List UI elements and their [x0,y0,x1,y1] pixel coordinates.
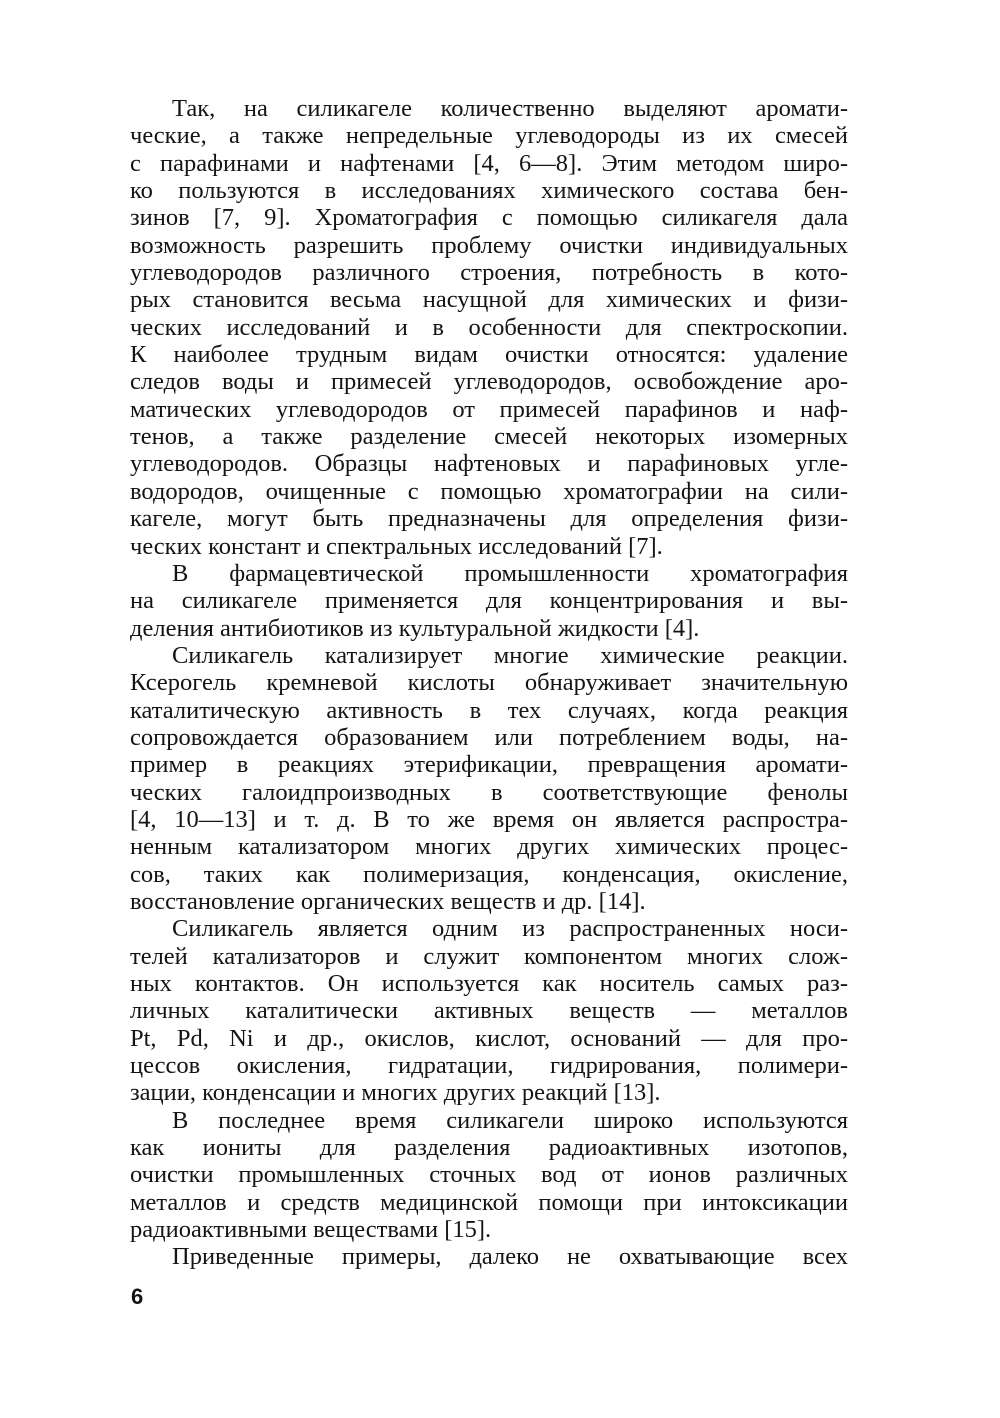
text-line: с парафинами и нафтенами [4, 6—8]. Этим методом широ- [130,149,848,177]
text-line: В фармацевтической промышленности хроматография [172,559,848,587]
text-line: зинов [7, 9]. Хроматография с помощью силикагеля дала [130,204,848,232]
text-line: Приведенные примеры, далеко не охватывающие всех [172,1243,848,1271]
text-line: рых становится весьма насущной для химических и физи- [130,286,848,314]
text-line: ных контактов. Он используется как носитель самых раз- [130,970,848,997]
text-line: очистки промышленных сточных вод от ионов различных [130,1161,848,1189]
text-line: В последнее время силикагели широко используются [172,1106,848,1134]
page-number: 6 [131,1284,144,1309]
text-line: К наиболее трудным видам очистки относятся: удаление [130,341,848,369]
text-line: каталитическую активность в тех случаях, когда реакция [130,696,848,724]
text-line: водородов, очищенные с помощью хроматографии на сили- [130,477,848,505]
text-line: деления антибиотиков из культуральной жидкости [4]. [130,614,700,642]
body-text [130,95,848,1271]
text-line: возможность разрешить проблему очистки индивидуальных [130,231,848,259]
text-line: тенов, а также разделение смесей некоторых изомерных [130,423,848,451]
text-line: кагеле, могут быть предназначены для определения физи- [130,505,848,533]
text-line: радиоактивными веществами [15]. [130,1216,492,1244]
text-line: ненным катализатором многих других химических процес- [130,833,848,861]
text-line: восстановление органических веществ и др. [14]. [130,887,646,915]
text-line: ко пользуются в исследованиях химического состава бен- [130,177,848,205]
text-line: Pt, Pd, Ni и др., окислов, кислот, оснований — для про- [130,1024,848,1052]
text-line: ческих исследований и в особенности для спектроскопии. [130,313,848,341]
text-line: цессов окисления, гидратации, гидрирования, полимери- [130,1052,848,1080]
text-line: Так, на силикагеле количественно выделяют аромати- [172,95,848,122]
text-line: металлов и средств медицинской помощи при интоксикации [130,1188,848,1216]
text-line: ческие, а также непредельные углеводороды из их смесей [130,122,848,150]
text-line: сов, таких как полимеризация, конденсация, окисление, [130,860,848,888]
text-line: [4, 10—13] и т. д. В то же время он является распростра- [130,805,848,833]
text-line: углеводородов различного строения, потребность в кото- [130,259,848,287]
text-line: углеводородов. Образцы нафтеновых и парафиновых угле- [130,450,848,478]
text-line: матических углеводородов от примесей парафинов и наф- [130,395,848,423]
text-line: ческих галоидпроизводных в соответствующие фенолы [130,778,848,806]
text-line: пример в реакциях этерификации, превращения аромати- [130,751,848,779]
text-line: на силикагеле применяется для концентрирования и вы- [130,587,848,615]
text-line: телей катализаторов и служит компонентом многих слож- [130,942,848,970]
text-line: Силикагель является одним из распространенных носи- [172,915,848,943]
text-line: ческих констант и спектральных исследований [7]. [130,532,663,560]
text-line: сопровождается образованием или потреблением воды, на- [130,723,848,751]
text-line: зации, конденсации и многих других реакций [13]. [130,1079,661,1107]
text-line: личных каталитически активных веществ — металлов [130,997,848,1025]
text-line: следов воды и примесей углеводородов, освобождение аро- [130,368,848,396]
text-line: как иониты для разделения радиоактивных изотопов, [130,1134,848,1162]
text-line: Силикагель катализирует многие химические реакции. [172,641,848,669]
text-line: Ксерогель кремневой кислоты обнаруживает значительную [130,669,848,697]
